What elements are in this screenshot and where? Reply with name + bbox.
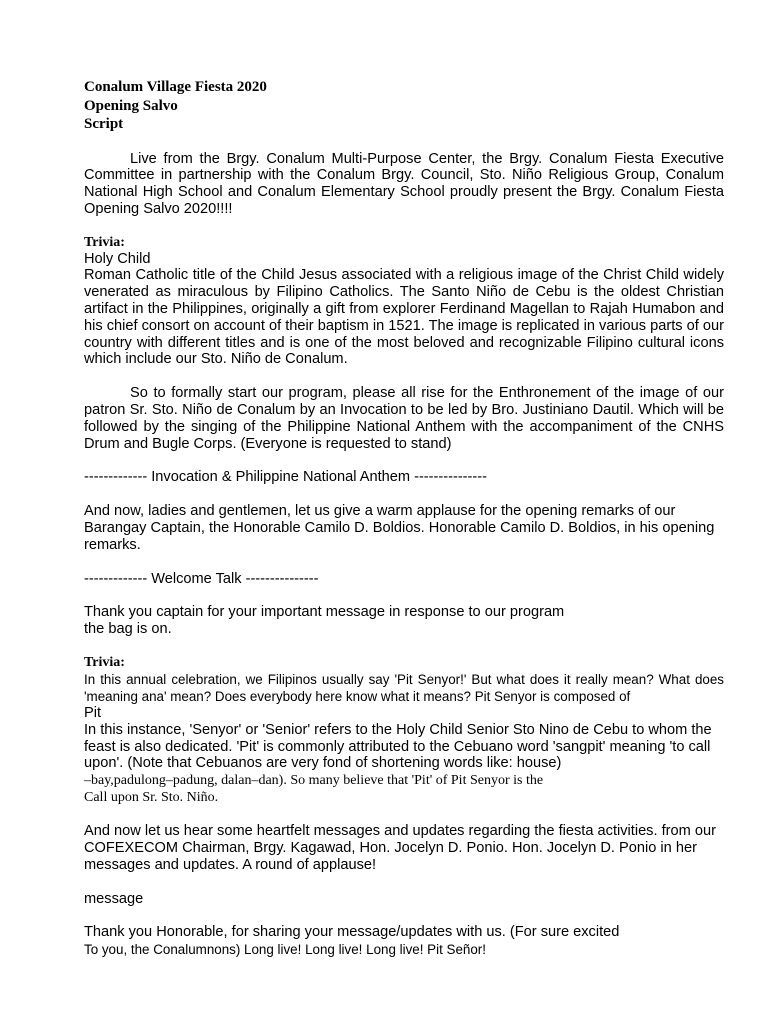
thanks-captain-line-1: Thank you captain for your important message in response to our program bbox=[84, 604, 565, 621]
trivia-pit-body: In this instance, 'Senyor' or 'Senior' refers to the Holy Child Senior Sto Nino de Cebu to whom the feast is also dedicated. 'Pit' is commonly attributed to the Cebuano word 'sangpit' meaning 'to call upon'. (Note that Cebuanos are very fond of shortening words like: house) bbox=[84, 721, 712, 772]
invocation-divider: ------------- Invocation & Philippine National Anthem --------------- bbox=[84, 469, 487, 486]
closing-line-2: To you, the Conalumnons) Long live! Long live! Long live! Pit Señor! bbox=[84, 942, 486, 958]
trivia-label: Trivia: bbox=[84, 655, 125, 671]
closing-line-1: Thank you Honorable, for sharing your message/updates with us. (For sure excited bbox=[84, 924, 620, 941]
cofexecom-paragraph: And now let us hear some heartfelt messages and updates regarding the fiesta activities. from our COFEXECOM Chairman, Brgy. Kagawad, Hon. Jocelyn D. Ponio. Hon. Jocelyn D. Ponio in her messages and updates. A round of applause! bbox=[84, 823, 716, 873]
intro-paragraph: Live from the Brgy. Conalum Multi-Purpose Center, the Brgy. Conalum Fiesta Executive Committee in partnership with the Conalum Brgy. Council, Sto. Niño Religious Group, Conalum National High School and Conalum Elementary School proudly present the Brgy. Conalum Fiesta Opening Salvo 2020!!!! bbox=[84, 150, 724, 217]
captain-intro-paragraph: And now, ladies and gentlemen, let us give a warm applause for the opening remarks of our Barangay Captain, the Honorable Camilo D. Boldios. Honorable Camilo D. Boldios, in his opening remarks. bbox=[84, 503, 715, 553]
message-placeholder: message bbox=[84, 890, 144, 907]
thanks-captain-line-2: the bag is on. bbox=[84, 621, 172, 638]
trivia-holy-child bbox=[84, 235, 724, 369]
fiesta-title: Conalum Village Fiesta 2020 bbox=[84, 79, 267, 95]
trivia-intro-text: In this annual celebration, we Filipinos usually say 'Pit Senyor!' But what does it really mean? What does 'meaning ana' mean? Does everybody here know what it means? Pit Senyor is composed of bbox=[84, 672, 724, 705]
welcome-talk-divider: ------------- Welcome Talk --------------- bbox=[84, 570, 319, 587]
trivia-serif-line-1: –bay,padulong–padung, dalan–dan). So many believe that 'Pit' of Pit Senyor is the bbox=[84, 773, 544, 789]
thanks-captain-paragraph bbox=[84, 604, 724, 638]
trivia-pit-senyor bbox=[84, 655, 724, 806]
enthronement-paragraph: So to formally start our program, please all rise for the Enthronement of the image of our patron Sr. Sto. Niño de Conalum by an Invocation to be led by Bro. Justiniano Dautil. Which will be followed by the singing of the Philippine National Anthem with the accompaniment of the CNHS Drum and Bugle Corps. (Everyone is requested to stand) bbox=[84, 385, 724, 452]
trivia-serif-line-2: Call upon Sr. Sto. Niño. bbox=[84, 790, 219, 806]
script-document bbox=[84, 78, 724, 958]
document-header bbox=[84, 78, 724, 134]
script-label: Script bbox=[84, 116, 124, 132]
trivia-heading: Holy Child bbox=[84, 250, 151, 267]
trivia-body: Roman Catholic title of the Child Jesus associated with a religious image of the Christ Child widely venerated as miraculous by Filipino Catholics. The Santo Niño de Cebu is the oldest Christian artifact in the Philippines, originally a gift from explorer Ferdinand Magellan to Rajah Humabon and his chief consort on account of their baptism in 1521. The image is replicated in various parts of our country with different titles and is one of the most beloved and recognizable Filipino cultural icons which include our Sto. Niño de Conalum. bbox=[84, 267, 724, 368]
trivia-pit-word: Pit bbox=[84, 705, 102, 722]
trivia-label: Trivia: bbox=[84, 234, 125, 250]
closing-paragraph bbox=[84, 924, 724, 958]
event-title: Opening Salvo bbox=[84, 97, 178, 114]
